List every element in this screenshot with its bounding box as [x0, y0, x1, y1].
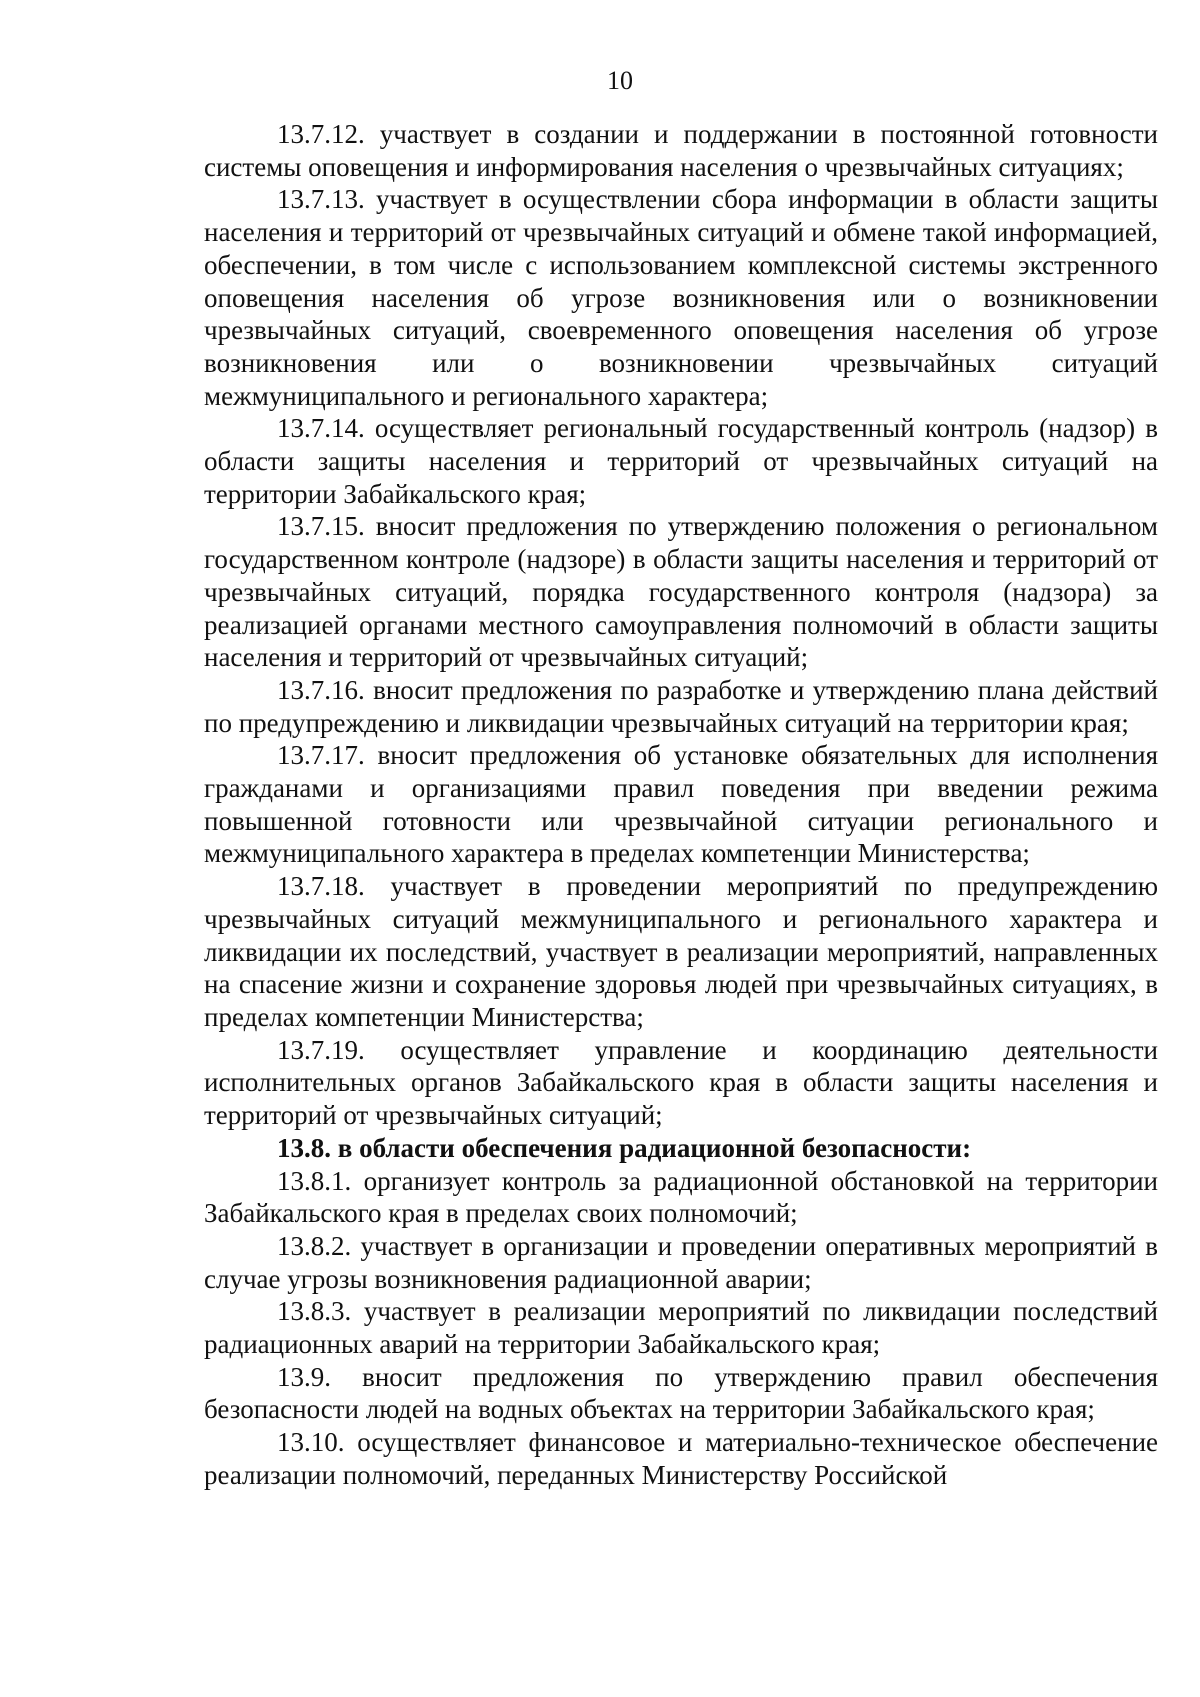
paragraph-13-7-12: 13.7.12. участвует в создании и поддержании в постоянной готовности системы оповещения и информирования населения о чрезвычайных ситуациях;: [204, 119, 1158, 182]
document-body: [204, 118, 1158, 1492]
paragraph-13-7-17: 13.7.17. вносит предложения об установке обязательных для исполнения гражданами и организациями правил поведения при введении режима повышенной готовности или чрезвычайной ситуации регионального и межмуниципального характера в пределах компетенции Министерства;: [204, 740, 1158, 869]
paragraph-13-10: 13.10. осуществляет финансовое и материально-техническое обеспечение реализации полномочий, переданных Министерству Российской: [204, 1427, 1158, 1490]
paragraph-13-7-15: 13.7.15. вносит предложения по утверждению положения о региональном государственном контроле (надзоре) в области защиты населения и территорий от чрезвычайных ситуаций, порядка государственного контроля (надзора) за реализацией органами местного самоуправления полномочий в области защиты населения и территорий от чрезвычайных ситуаций;: [204, 511, 1158, 673]
paragraph-13-7-19: 13.7.19. осуществляет управление и координацию деятельности исполнительных органов Забайкальского края в области защиты населения и территорий от чрезвычайных ситуаций;: [204, 1034, 1158, 1131]
paragraph-13-8-2: 13.8.2. участвует в организации и проведении оперативных мероприятий в случае угрозы возникновения радиационной аварии;: [204, 1230, 1158, 1294]
section-heading-13-8: 13.8. в области обеспечения радиационной безопасности:: [277, 1132, 972, 1163]
paragraph-13-8-1: 13.8.1. организует контроль за радиационной обстановкой на территории Забайкальского края в пределах своих полномочий;: [204, 1165, 1158, 1229]
paragraph-13-8-3: 13.8.3. участвует в реализации мероприятий по ликвидации последствий радиационных аварий на территории Забайкальского края;: [204, 1296, 1158, 1360]
paragraph-13-7-18: 13.7.18. участвует в проведении мероприятий по предупреждению чрезвычайных ситуаций межмуниципального и регионального характера и ликвидации их последствий, участвует в реализации мероприятий, направленных на спасение жизни и сохранение здоровья людей при чрезвычайных ситуациях, в пределах компетенции Министерства;: [204, 871, 1158, 1032]
paragraph-13-7-14: 13.7.14. осуществляет региональный государственный контроль (надзор) в области защиты населения и территорий от чрезвычайных ситуаций на территории Забайкальского края;: [204, 413, 1158, 509]
paragraph-13-9: 13.9. вносит предложения по утверждению правил обеспечения безопасности людей на водных объектах на территории Забайкальского края;: [204, 1361, 1158, 1425]
paragraph-13-7-16: 13.7.16. вносит предложения по разработке и утверждению плана действий по предупреждению и ликвидации чрезвычайных ситуаций на территории края;: [204, 674, 1158, 738]
page-number: 10: [607, 66, 633, 95]
paragraph-13-7-13: 13.7.13. участвует в осуществлении сбора информации в области защиты населения и территорий от чрезвычайных ситуаций и обмене такой информацией, обеспечении, в том числе с использованием комплексной системы экстренного оповещения населения об угрозе возникновения или о возникновении чрезвычайных ситуаций, своевременного оповещения населения об угрозе возникновения или о возникновении чрезвычайных ситуаций межмуниципального и регионального характера;: [204, 184, 1158, 411]
